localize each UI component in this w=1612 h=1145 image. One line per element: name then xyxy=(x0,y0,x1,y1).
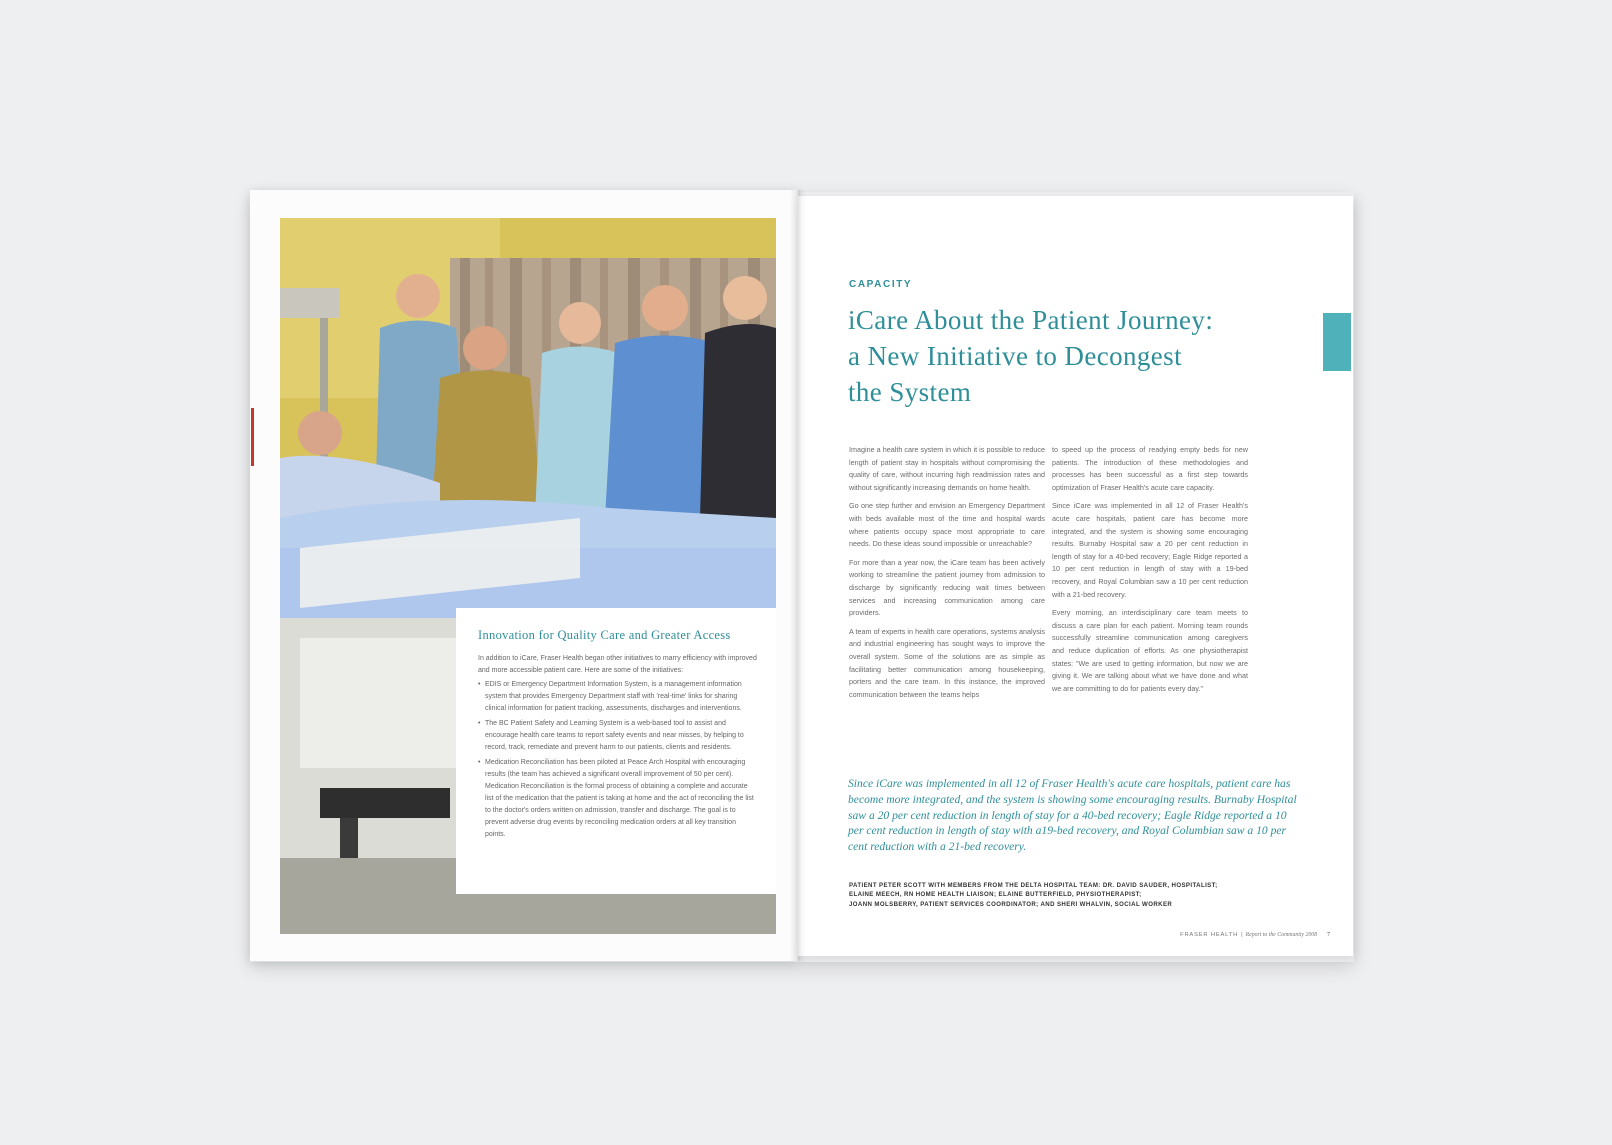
body-paragraph: Imagine a health care system in which it is possible to reduce length of patient stay in hospitals without compromising the quality of care, without incurring high readmission rates and without significantly increasing demands on home health. xyxy=(849,445,1045,492)
body-paragraph: Go one step further and envision an Emergency Department with beds available most of the time and hospital wards where patients occupy space most appropriate to care needs. Do these ideas sound impossible or unreachable? xyxy=(849,501,1045,549)
headline-line: a New Initiative to Decongest xyxy=(848,341,1182,371)
page-number: 7 xyxy=(1327,932,1330,938)
wall-lamp xyxy=(280,288,340,318)
caption-line: ELAINE MEECH, RN HOME HEALTH LIAISON; ELAINE BUTTERFIELD, PHYSIOTHERAPIST; xyxy=(849,891,1142,899)
photo-caption xyxy=(849,881,1269,909)
caption-line: JOANN MOLSBERRY, PATIENT SERVICES COORDINATOR; AND SHERI WHALVIN, SOCIAL WORKER xyxy=(849,900,1173,908)
inset-bullet-list xyxy=(478,679,758,841)
body-paragraph: to speed up the process of readying empty beds for new patients. The introduction of these methodologies and processes has been successful as a first step towards optimization of Fraser Health's acute care capacity. xyxy=(1052,445,1248,492)
body-column-2 xyxy=(1052,444,1248,701)
headline-line: iCare About the Patient Journey: xyxy=(848,305,1214,335)
caption-line: PATIENT PETER SCOTT WITH MEMBERS FROM THE DELTA HOSPITAL TEAM: DR. DAVID SAUDER, HOSPITALIST; xyxy=(849,882,1218,889)
footer-publication: Report to the Community 2008 xyxy=(1245,932,1318,938)
body-paragraph: Every morning, an interdisciplinary care team meets to discuss a care plan for each patient. Morning team rounds successfully streamline communication among caregivers and reduce duplication of efforts. As one physiotherapist states: "We are used to getting information, but now we are giving it. We are talking about what we have done and what we are committing to do for patients every day." xyxy=(1052,608,1248,693)
inset-title: Innovation for Quality Care and Greater Access xyxy=(478,628,731,642)
page-title xyxy=(848,302,1308,410)
bed-base xyxy=(320,788,450,818)
footer-separator: | xyxy=(1241,932,1243,938)
body-paragraph: For more than a year now, the iCare team has been actively working to streamline the patient journey from admission to discharge by significantly reducing wait times between services and increasing communication among care providers. xyxy=(849,557,1045,618)
red-section-tab xyxy=(251,408,254,466)
list-item: • The BC Patient Safety and Learning System is a web-based tool to assist and encourage health care teams to report safety events and near misses, by helping to record, track, remediate and prevent harm to our patients, clients and residents. xyxy=(478,718,758,754)
headline-line: the System xyxy=(848,377,972,407)
bed-footboard xyxy=(300,638,470,768)
list-item: • EDIS or Emergency Department Information System, is a management information system that provides Emergency Department staff with 'real-time' links for sharing clinical information for patient tracking, assessments, discharges and interventions. xyxy=(478,679,758,715)
section-label: CAPACITY xyxy=(849,279,913,290)
body-column-1 xyxy=(849,444,1045,707)
list-item: • Medication Reconciliation has been piloted at Peace Arch Hospital with encouraging results (the team has achieved a significant overall improvement of 50 per cent). Medication Reconciliation is the formal process of obtaining a complete and accurate list of the medication that the patient is taking at home and the act of reconciling the list to the doctor's orders written on admission, transfer and discharge. The goal is to prevent adverse drug events by reconciling medication orders at all key transition points. xyxy=(478,757,758,841)
teal-section-tab xyxy=(1323,313,1351,371)
body-paragraph: Since iCare was implemented in all 12 of Fraser Health's acute care hospitals, patient care has become more integrated, and the system is showing some encouraging results. Burnaby Hospital saw a 20 per cent reduction in length of stay for a 40-bed recovery; Eagle Ridge reported a 10 per cent reduction in length of stay with a 19-bed recovery, and Royal Columbian saw a 10 per cent reduction with a 21-bed recovery. xyxy=(1052,501,1248,599)
body-paragraph: A team of experts in health care operations, systems analysis and industrial engineering has sought ways to improve the overall system. Some of the solutions are as simple as facilitating better communication among housekeeping, porters and the care team. In this instance, the improved communication between the teams helps xyxy=(849,626,1045,699)
inset-intro: In addition to iCare, Fraser Health began other initiatives to marry efficiency with improved and more accessible patient care. Here are some of the initiatives: xyxy=(478,655,757,674)
page-footer xyxy=(1150,932,1330,938)
footer-org: FRASER HEALTH xyxy=(1180,932,1239,938)
pull-quote: Since iCare was implemented in all 12 of Fraser Health's acute care hospitals, patient care has become more integrated, and the system is showing some encouraging results. Burnaby Hospital saw a 20 per cent reduction in length of stay for a 40-bed recovery; Eagle Ridge reported a 10 per cent reduction in length of stay with a19-bed recovery, and Royal Columbian saw a 10 per cent reduction with a 21-bed recovery. xyxy=(848,777,1297,854)
spine-gutter xyxy=(790,190,806,961)
inset-textbox xyxy=(456,608,776,894)
